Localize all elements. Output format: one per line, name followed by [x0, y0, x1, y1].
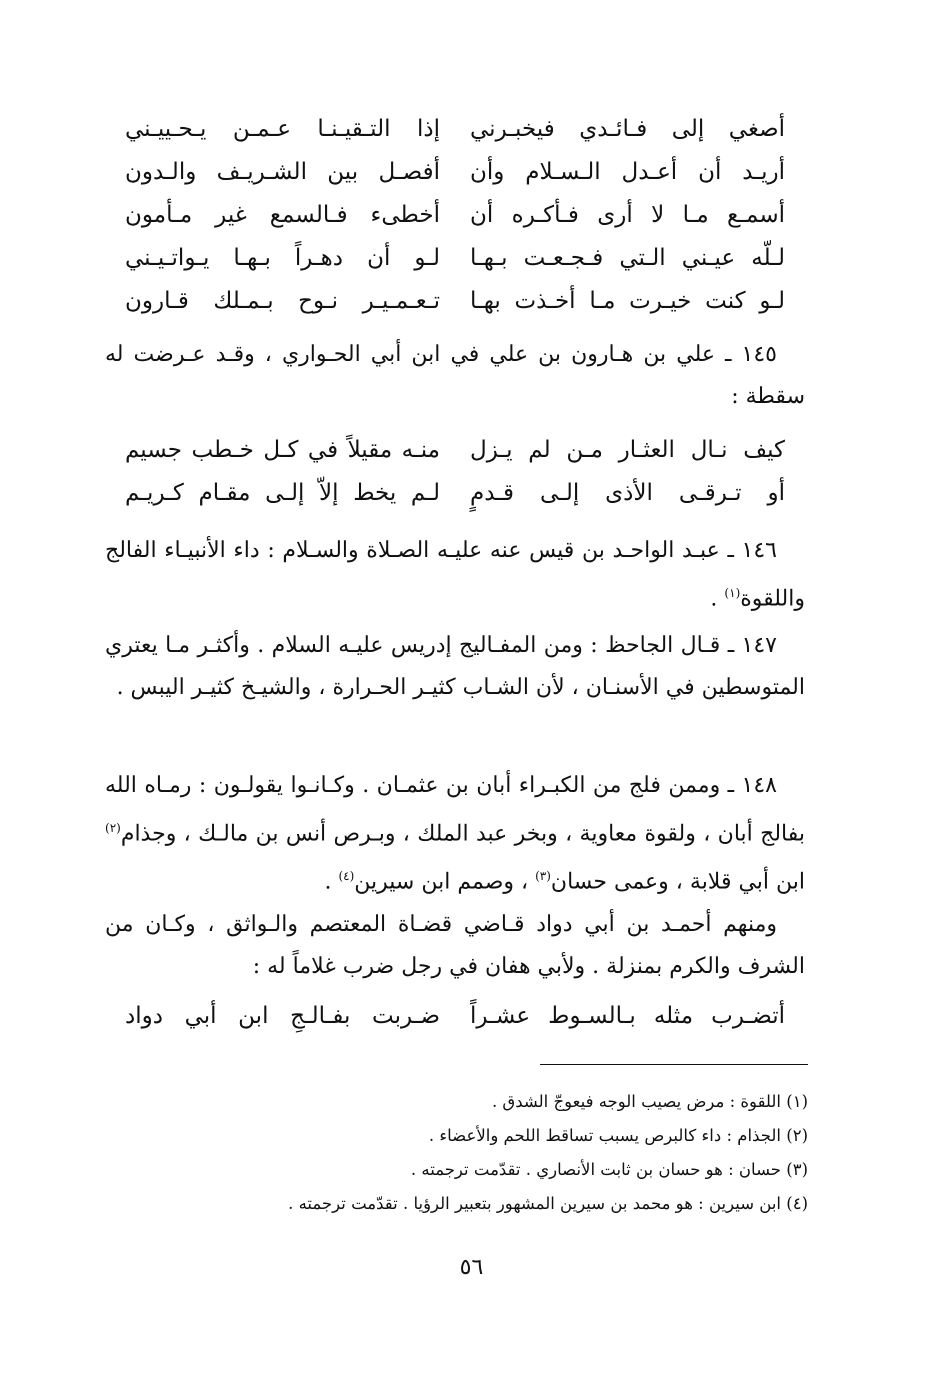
- hemistich-first: لـلّه عيـني الـتي فـجـعـت بـهـا: [470, 245, 785, 271]
- verse-line: [125, 237, 785, 280]
- verse-line: [125, 429, 785, 472]
- hemistich-second: منـه مقيلاً في كـل خـطب جسيم: [125, 437, 440, 463]
- verse-line: [125, 472, 785, 515]
- hemistich-first: كيف نـال العثـار مـن لم يـزل: [470, 437, 785, 463]
- hemistich-second: لـو أن دهـراً بـهـا يـواتـيـني: [125, 245, 440, 271]
- footnote-ref-1: (١): [724, 586, 741, 600]
- poem-block-last: [125, 995, 785, 1038]
- footnote-ref-4: (٤): [338, 869, 355, 884]
- hemistich-second: أفصـل بين الشـريـف والـدون: [125, 159, 440, 185]
- footnote-ref-2: (٢): [105, 821, 121, 835]
- verse-line: [125, 280, 785, 323]
- paragraph-147: ١٤٧ ـ قـال الجاحظ : ومن المفـاليج إدريس عليـه السلام . وأكثـر مـا يعتري المتوسطين في الأسنـان ، لأن الشـاب كثيـر الحـرارة ، والشيـخ كثيـر اليبس .: [105, 633, 805, 700]
- poem-block-145: [125, 429, 785, 515]
- paragraph-148-text-c: ، وصمم ابن سيرين: [354, 869, 536, 895]
- page-number: ٥٦: [459, 1255, 484, 1280]
- hemistich-second: إذا التـقيـنـا عـمـن يـحـييـني: [125, 116, 440, 142]
- verse-line: [125, 995, 785, 1038]
- paragraph-148-text-a: ١٤٨ ـ وممن فلج من الكبـراء أبان بن عثمـان . وكـانـوا يقولـون : رمـاه الله بفالج أبان ، ولقوة معاوية ، وبخر عبد الملك ، وبـرص أنس بن مالـك ، وجذام: [105, 773, 805, 847]
- paragraph-145: ١٤٥ ـ علي بن هـارون بن علي في ابن أبي الحـواري ، وقـد عـرضت له سقطة :: [105, 342, 805, 409]
- hemistich-first: أو تـرقـى الأذى إلـى قـدمٍ: [470, 480, 785, 506]
- poem-block: [125, 108, 785, 323]
- verse-line: [125, 151, 785, 194]
- paragraph-148: [105, 765, 805, 904]
- paragraph-146: [105, 530, 805, 620]
- footnotes: [190, 1085, 808, 1221]
- hemistich-second: ضـربت بفـالـجِ ابن أبي دواد: [125, 1003, 440, 1029]
- footnote-separator: [540, 1064, 808, 1065]
- paragraph-146-end: .: [710, 586, 725, 612]
- paragraph-148-text-b: ابن أبي قلابة ، وعمى حسان: [550, 869, 805, 895]
- hemistich-first: لـو كنت خيـرت مـا أخـذت بهـا: [470, 288, 785, 314]
- footnote-item: (١) اللقوة : مرض يصيب الوجه فيعوجّ الشدق .: [491, 1092, 808, 1111]
- hemistich-first: أصغي إلى فـائـدي فيخبـرني: [470, 116, 785, 142]
- hemistich-second: تـعـمـيـر نـوح بـمـلك قـارون: [125, 288, 440, 314]
- footnote-ref-3: (٣): [535, 869, 551, 884]
- hemistich-first: أتضـرب مثله بـالسـوط عشـراً: [470, 1003, 785, 1029]
- hemistich-first: أسمـع مـا لا أرى فـأكـره أن: [470, 202, 785, 228]
- hemistich-second: أخطىء فـالسمع غير مـأمون: [125, 202, 440, 228]
- verse-line: [125, 194, 785, 237]
- paragraph-148-text-d: .: [324, 869, 339, 895]
- footnote-item: (٢) الجذام : داء كالبرص يسبب تساقط اللحم والأعضاء .: [428, 1126, 808, 1145]
- footnote-item: (٤) ابن سيرين : هو محمد بن سيرين المشهور بتعبير الرؤيا . تقدّمت ترجمته .: [288, 1194, 808, 1213]
- paragraph-ahmad: ومنهم أحمـد بن أبي دواد قـاضي قضـاة المعتصم والـواثق ، وكـان من الشرف والكرم بمنزلة . ولأبي هفان في رجل ضرب غلاماً له :: [105, 912, 805, 979]
- verse-line: [125, 108, 785, 151]
- footnote-item: (٣) حسان : هو حسان بن ثابت الأنصاري . تقدّمت ترجمته .: [410, 1160, 808, 1179]
- paragraph-146-text: ١٤٦ ـ عبـد الواحـد بن قيس عنه عليـه الصـلاة والسـلام : داء الأنبيـاء الفالج واللقوة: [105, 538, 805, 612]
- hemistich-first: أريـد أن أعـدل الـسـلام وأن: [470, 159, 785, 185]
- hemistich-second: لـم يخط إلاّ إلـى مقـام كـريـم: [125, 480, 440, 506]
